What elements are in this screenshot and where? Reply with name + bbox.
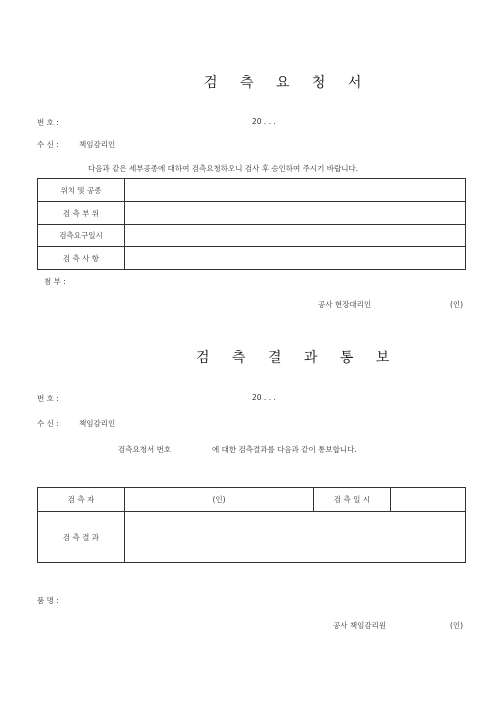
result-recipient-label: 수 신 : — [37, 419, 59, 428]
result-inspector-label: 검 측 자 — [38, 488, 125, 512]
request-row-label: 위치 및 공종 — [38, 179, 125, 202]
request-row-value — [125, 202, 466, 225]
request-row-label: 검측요구일시 — [38, 225, 125, 247]
request-signer: 공사 현장대리인 — [318, 300, 372, 309]
result-inspector-seal: (인) — [125, 488, 314, 512]
result-body-suffix: 에 대한 검측결과를 다음과 같이 통보합니다. — [212, 445, 357, 454]
result-date: 20 . . . — [252, 393, 276, 402]
result-outcome-label: 검 측 결 과 — [38, 512, 125, 563]
result-signer: 공사 책임감리원 — [333, 621, 387, 630]
request-seal: (인) — [450, 300, 464, 309]
result-seal: (인) — [450, 621, 464, 630]
result-item-label: 품 명 : — [37, 596, 59, 605]
result-title: 검 측 결 과 통 보 — [196, 350, 399, 366]
request-recipient-value: 책임감리인 — [79, 140, 116, 149]
request-body-text: 다음과 같은 세부공종에 대하여 검측요청하오니 검사 후 승인하여 주시기 바랍니다. — [88, 164, 359, 173]
result-number-label: 번 호 : — [37, 394, 59, 403]
request-row-part — [38, 202, 466, 225]
request-row-value — [125, 179, 466, 202]
request-recipient-label: 수 신 : — [37, 140, 59, 149]
request-attachment-label: 첨 부 : — [44, 277, 66, 286]
request-row-value — [125, 247, 466, 270]
result-recipient-value: 책임감리인 — [79, 419, 116, 428]
request-row-value — [125, 225, 466, 247]
request-row-location — [38, 179, 466, 202]
request-row-datetime — [38, 225, 466, 247]
request-row-label: 검 측 사 항 — [38, 247, 125, 270]
result-datetime-label: 검 측 일 시 — [314, 488, 391, 512]
result-datetime-value — [391, 488, 466, 512]
request-row-label: 검 측 부 위 — [38, 202, 125, 225]
result-table — [37, 487, 466, 563]
result-outcome-value — [125, 512, 466, 563]
result-row-inspector — [38, 488, 466, 512]
result-body-prefix: 검측요청서 번호 — [118, 445, 172, 454]
request-row-items — [38, 247, 466, 270]
request-date: 20 . . . — [252, 117, 276, 126]
request-title: 검 측 요 청 서 — [204, 75, 371, 91]
request-number-label: 번 호 : — [37, 118, 59, 127]
request-table — [37, 178, 466, 270]
result-row-outcome — [38, 512, 466, 563]
